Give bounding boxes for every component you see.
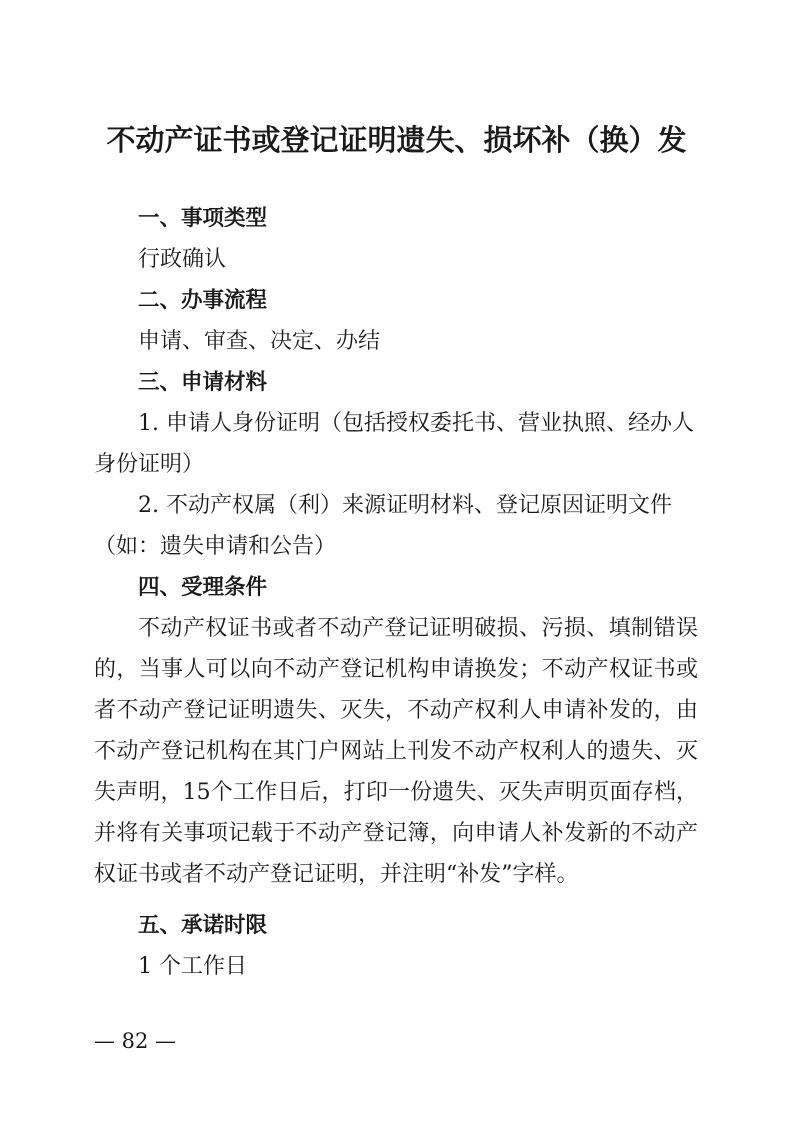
- section-heading-type: 一、事项类型: [138, 206, 268, 231]
- page-number: — 82 —: [94, 1029, 177, 1053]
- section-heading-process: 二、办事流程: [138, 288, 268, 313]
- section-text-conditions: 不动产权证书或者不动产登记证明破损、污损、填制错误的，当事人可以向不动产登记机构申请换发；不动产权证书或者不动产登记证明遗失、灭失，不动产权利人申请补发的，由不动产登记机构在其门户网站上刊发不动产权利人的遗失、灭失声明，15个工作日后，打印一份遗失、灭失声明页面存档，并将有关事项记载于不动产登记簿，向申请人补发新的不动产权证书或者不动产登记证明，并注明“补发”字样。: [94, 616, 698, 887]
- document-body: [94, 198, 698, 987]
- section-heading-time-limit: 五、承诺时限: [138, 913, 268, 938]
- materials-item-2: 2. 不动产权属（利）来源证明材料、登记原因证明文件（如：遗失申请和公告）: [94, 493, 672, 559]
- page-title: 不动产证书或登记证明遗失、损坏补（换）发: [106, 123, 687, 157]
- section-heading-materials: 三、申请材料: [138, 370, 268, 395]
- section-text-process: 申请、审查、决定、办结: [138, 329, 381, 354]
- materials-item-1: 1. 申请人身份证明（包括授权委托书、营业执照、经办人身份证明）: [94, 411, 694, 477]
- section-text-time-limit: 1 个工作日: [138, 954, 247, 979]
- section-text-type: 行政确认: [138, 247, 227, 272]
- section-heading-conditions: 四、受理条件: [138, 575, 268, 600]
